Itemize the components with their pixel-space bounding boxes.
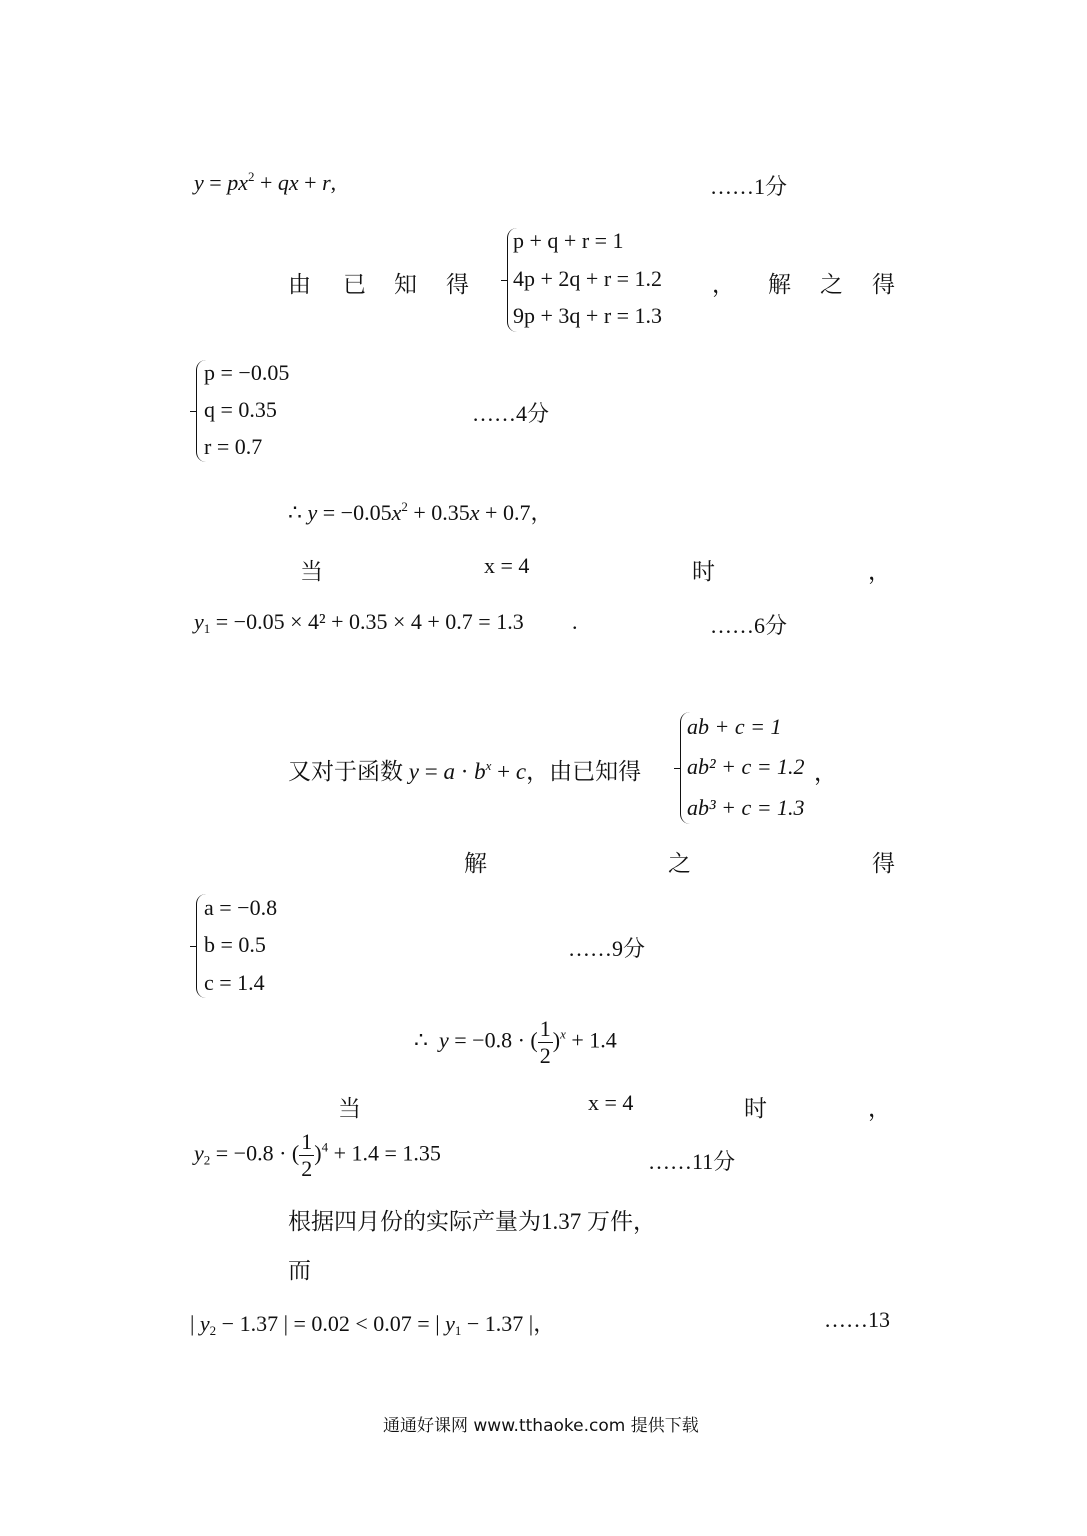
quadratic-model: $y = px^2$ + qx + r, [194, 169, 337, 195]
shi-char: 时 [692, 559, 715, 584]
given-char-3: 知 [394, 272, 417, 297]
when2-x-value: x = 4 [588, 1090, 634, 1115]
er-char: 而 [288, 1258, 311, 1283]
solve2-char-2: 之 [668, 851, 691, 876]
solution-p: p = −0.05 [204, 360, 290, 385]
when-x-value: x = 4 [484, 553, 530, 578]
system2-eq-2: ab² + c = 1.2 [687, 754, 805, 779]
solve-char-1: 解 [768, 272, 791, 297]
y1-period: . [572, 609, 578, 634]
solve-char-3: 得 [872, 272, 895, 297]
given-char-2: 已 [343, 272, 366, 297]
when2-comma: ， [868, 1096, 891, 1121]
score-1: ……1分 [710, 174, 788, 199]
solve2-char-1: 解 [464, 851, 487, 876]
score-13: ……13 [824, 1307, 890, 1332]
score-11: ……11分 [648, 1149, 736, 1174]
score-4: ……4分 [472, 401, 550, 426]
y1-computation: $y_1 = -0.05 \times 4^2 + 0.35 \times 4 + 0.7 = 1.3$ [194, 609, 524, 636]
therefore-exponential: ∴ y = −0.8 · ( $\frac{1}{2}$ )$^x$ + 1.4 [414, 1016, 617, 1068]
actual-production-text: 根据四月份的实际产量为1.37 万件， [288, 1209, 656, 1234]
system2-eq-3: ab³ + c = 1.3 [687, 795, 805, 820]
given-char-4: 得 [446, 272, 469, 297]
system1-eq-2: 4p + 2q + r = 1.2 [513, 266, 663, 291]
system2-eq-1: ab + c = 1 [687, 714, 782, 739]
score-9: ……9分 [568, 936, 646, 961]
function-intro: 又对于函数 $y = a \cdot b^x + c$，由已知得 [288, 758, 642, 784]
when-char: 当 [300, 559, 323, 584]
solve2-char-3: 得 [872, 851, 895, 876]
comparison: | $y_2 - 1.37$ | = 0.02 < 0.07 = | $y_1 - 1.37$ |， [190, 1311, 556, 1338]
when-comma: ， [868, 559, 891, 584]
solution-b: b = 0.5 [204, 932, 266, 957]
when2-char: 当 [338, 1096, 361, 1121]
solution-r: r = 0.7 [204, 434, 263, 459]
solution-q: q = 0.35 [204, 397, 277, 422]
solution-c: c = 1.4 [204, 970, 265, 995]
system1-eq-3: 9p + 3q + r = 1.3 [513, 303, 663, 328]
y2-computation: $y_2 = -0.8$ · ( $\frac{1}{2}$ )$^4$ + 1.4 = 1.35 [194, 1129, 441, 1181]
footer-credit: 通通好课网 www.tthaoke.com 提供下载 [383, 1416, 699, 1436]
solve-char-2: 之 [820, 272, 843, 297]
score-6: ……6分 [710, 613, 788, 638]
shi2-char: 时 [744, 1096, 767, 1121]
therefore-quadratic: ∴ $y = -0.05x^2 + 0.35x + 0.7$， [288, 499, 553, 525]
system1-comma: ， [712, 272, 735, 297]
solution-a: a = −0.8 [204, 895, 278, 920]
system1-eq-1: p + q + r = 1 [513, 228, 624, 253]
system2-comma: ， [814, 760, 837, 785]
given-char-1: 由 [288, 272, 311, 297]
